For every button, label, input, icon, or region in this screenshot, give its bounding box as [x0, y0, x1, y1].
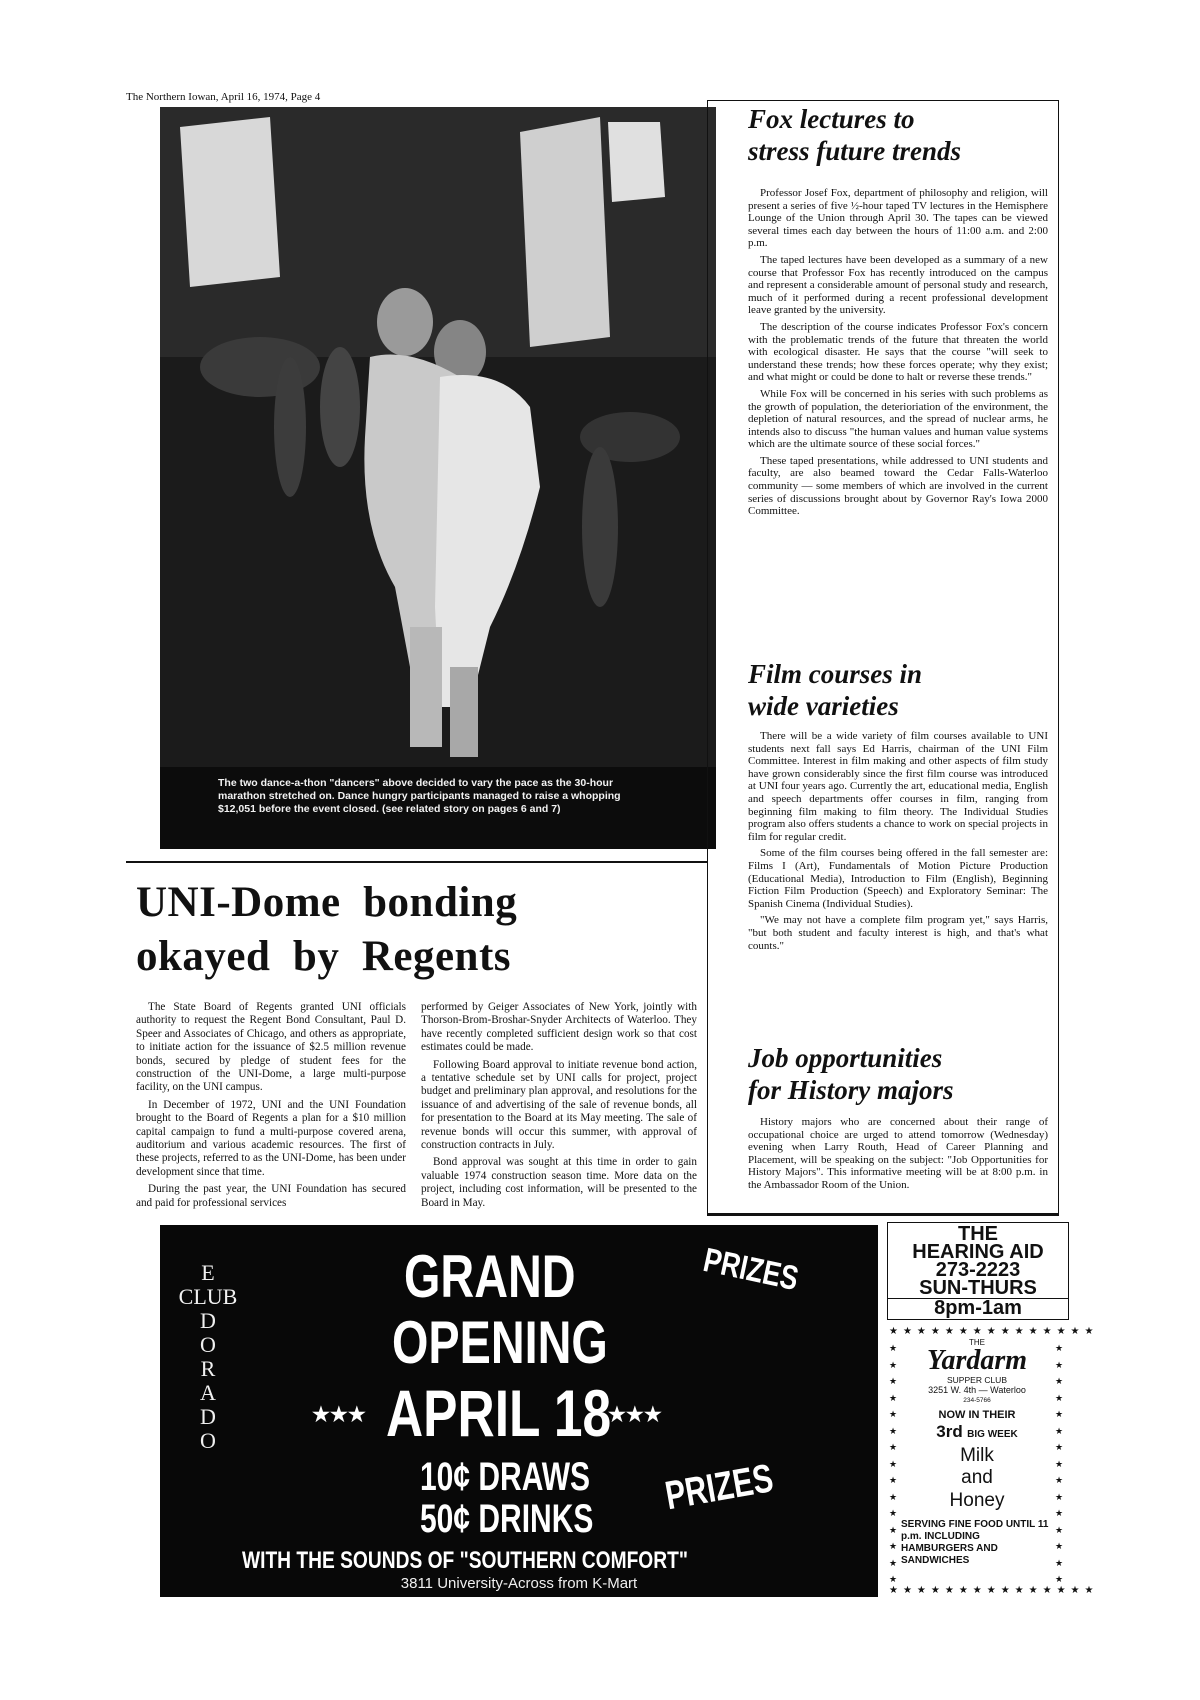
- fox-paragraph: The taped lectures have been developed as a summary of a new course that Professor Fox has recently introduced on the campus and represent a considerable amount of personal study and research, much of it performed during a recent professional development leave granted by the university.: [748, 253, 1048, 317]
- stars-right: ★★★: [608, 1404, 662, 1426]
- film-paragraph: Some of the film courses being offered in the fall semester are: Films I (Art), Fundamentals of Motion Picture Production (Educational Media), Introduction to Film (English), Beginning Fiction Film Production (Speech) and Exploratory Seminar: The Spanish Cinema (Individual Studies).: [748, 847, 1048, 910]
- hearing-hours: 8pm-1am: [888, 1298, 1068, 1318]
- yardarm-logo: Yardarm: [926, 1345, 1028, 1376]
- main-headline: [136, 876, 696, 984]
- main-story-column-1: [136, 1001, 406, 1214]
- film-headline-line-2: wide varieties: [748, 691, 899, 721]
- star-border-bottom: ★★★★★★★★★★★★★★★: [889, 1585, 1099, 1596]
- club-letter: O: [200, 1428, 216, 1453]
- film-headline: [748, 658, 1048, 722]
- page-folio: The Northern Iowan, April 16, 1974, Page 4: [126, 91, 321, 103]
- jobs-headline: [748, 1042, 1048, 1106]
- fox-headline-line-2: stress future trends: [748, 136, 962, 166]
- yardarm-phone: 234-5766: [963, 1397, 991, 1404]
- hearing-phone: 273-2223: [935, 1259, 1021, 1281]
- drinks-text: 50¢ DRINKS: [420, 1497, 594, 1541]
- date-text: APRIL 18: [386, 1376, 612, 1450]
- headline-line-1: UNI-Dome bonding: [136, 879, 518, 926]
- jobs-headline-line-1: Job opportunities: [748, 1043, 943, 1073]
- stars-left: ★★★: [312, 1404, 366, 1426]
- club-address: 3811 University-Across from K-Mart: [400, 1575, 638, 1592]
- fox-paragraph: These taped presentations, while addressed to UNI students and faculty, are also beamed toward the Cedar Falls-Waterloo community — some members of which are involved in the current series of discussions brought about by Governor Ray's Iowa 2000 Committee.: [748, 454, 1048, 518]
- prizes-text-top: PRIZES: [700, 1241, 802, 1299]
- jobs-headline-line-2: for History majors: [748, 1075, 954, 1105]
- fox-paragraph: Professor Josef Fox, department of philosophy and religion, will present a series of five ½-hour taped TV lectures in the Hemisphere Lounge of the Union through April 30. The tapes can be viewed several times each day between the hours of 11:00 a.m. and 2:00 p.m.: [748, 187, 1048, 250]
- club-eldorado-ad: [160, 1225, 878, 1597]
- fox-headline-line-1: Fox lectures to: [748, 104, 915, 134]
- film-paragraph: "We may not have a complete film program yet," says Harris, "but both student and faculty interest is high, and that's what counts.": [748, 914, 1048, 952]
- story-divider-rule: [126, 861, 707, 863]
- film-paragraph: There will be a wide variety of film courses available to UNI students next fall says Ed Harris, chairman of the UNI Film Committee. Interest in film making and other aspects of film study have grown considerably since the first film course was introduced at UNI four years ago. Currently the art, educational media, English and speech departments offer courses in film, ranging from beginning film making to film theory. The Individual Studies program also offers students a chance to work on special projects in film for regular credit.: [748, 730, 1048, 843]
- yardarm-the: THE: [969, 1338, 985, 1347]
- star-border-right: ★ ★ ★ ★ ★ ★ ★ ★ ★ ★ ★ ★ ★ ★ ★: [1055, 1343, 1064, 1584]
- main-story-paragraph: performed by Geiger Associates of New York, jointly with Thorson-Brom-Broshar-Snyder Architects of Waterloo. They have recently completed sufficient design work so that cost estimates could be made.: [421, 1001, 697, 1054]
- yardarm-ad: [889, 1326, 1099, 1597]
- prizes-text-bottom: PRIZES: [662, 1456, 777, 1519]
- film-body: [748, 730, 1048, 952]
- fox-body: [748, 187, 1048, 518]
- main-story-column-2: [421, 1001, 697, 1214]
- yardarm-content: [901, 1338, 1053, 1567]
- fox-paragraph: While Fox will be concerned in his series with such problems as the growth of population, the deterioriation of the environment, the depletion of natural resources, and the spread of nuclear arms, he intends also to discuss "the human values and human value systems which are the ultimate source of these social forces.": [748, 387, 1048, 451]
- hearing-days: SUN-THURS: [919, 1277, 1037, 1299]
- star-border-left: ★ ★ ★ ★ ★ ★ ★ ★ ★ ★ ★ ★ ★ ★ ★: [889, 1343, 898, 1584]
- yardarm-week: [901, 1422, 1053, 1445]
- club-letter: D: [200, 1308, 216, 1333]
- opening-text: OPENING: [392, 1309, 608, 1376]
- dance-a-thon-photo: [160, 107, 716, 849]
- club-letter: R: [200, 1356, 216, 1381]
- film-headline-line-1: Film courses in: [748, 659, 923, 689]
- hearing-the: THE: [958, 1223, 998, 1245]
- club-name-vertical: [168, 1261, 248, 1453]
- fox-paragraph: The description of the course indicates Professor Fox's concern with the problematic trends of the future that threaten the world with ecological disaster. He says that the course "will seek to understand these trends; how these forces operate; why they exist; and what might or could be done to halt or reverse these trends.": [748, 320, 1048, 384]
- sounds-text: WITH THE SOUNDS OF "SOUTHERN COMFORT": [242, 1547, 688, 1574]
- yardarm-week-text: BIG WEEK: [967, 1429, 1018, 1440]
- yardarm-address: 3251 W. 4th — Waterloo: [928, 1385, 1026, 1395]
- yardarm-act-2: and: [961, 1467, 993, 1488]
- jobs-paragraph: History majors who are concerned about their range of occupational choice are urged to attend tomorrow (Wednesday) evening when Larry Routh, Head of Career Planning and Placement, will be speaking on the subject: "Job Opportunities for History Majors". This informative meeting will be at 8:00 p.m. in the Ambassador Room of the Union.: [748, 1116, 1048, 1191]
- main-story-paragraph: Following Board approval to initiate revenue bond action, a tentative schedule set by UNI calls for project, project budget and preliminary plan approval, and resolutions for the issuance of and advertising of the sale of revenue bonds, all for presentation to the Board at its May meeting. The sale of revenue bonds will occur this summer, with approval of construction contracts in July.: [421, 1058, 697, 1152]
- film-story: [748, 658, 1048, 956]
- yardarm-serving: SERVING FINE FOOD UNTIL 11 p.m. INCLUDING HAMBURGERS AND SANDWICHES: [901, 1519, 1049, 1566]
- yardarm-act-3: Honey: [949, 1490, 1005, 1511]
- club-letter: D: [200, 1404, 216, 1429]
- yardarm-act-1: Milk: [960, 1445, 994, 1466]
- main-story-paragraph: In December of 1972, UNI and the UNI Foundation brought to the Board of Regents a plan for a $10 million capital campaign to fund a multi-purpose covered arena, auditorium and various academic resources. The first of these projects, referred to as the UNI-Dome, has been under development since that time.: [136, 1098, 406, 1178]
- fox-story: [748, 103, 1048, 522]
- main-story-paragraph: The State Board of Regents granted UNI officials authority to request the Regent Bond Consultant, Paul D. Speer and Associates of Chicago, and others as appropriate, to initiate action for the issuance of $2.5 million revenue bonds, secured by pledge of student fees for the construction of the UNI-Dome, a large multi-purpose facility, on the UNI campus.: [136, 1001, 406, 1094]
- photo-caption: The two dance-a-thon "dancers" above decided to vary the pace as the 30-hour marathon stretched on. Dance hungry participants managed to raise a whopping $12,051 before the event closed. (see related story on pages 6 and 7): [218, 777, 621, 815]
- main-story-paragraph: During the past year, the UNI Foundation has secured and paid for professional services: [136, 1183, 406, 1209]
- ad-divider-rule: [707, 1214, 1059, 1216]
- fox-headline: [748, 103, 1048, 167]
- star-border-top: ★★★★★★★★★★★★★★★: [889, 1326, 1099, 1337]
- photo-image: [160, 107, 716, 767]
- grand-text: GRAND: [404, 1243, 576, 1310]
- yardarm-supper: SUPPER CLUB: [947, 1375, 1007, 1385]
- club-letter: E: [201, 1260, 215, 1285]
- yardarm-now: NOW IN THEIR: [938, 1409, 1016, 1421]
- hearing-name: HEARING AID: [912, 1241, 1044, 1263]
- jobs-body: [748, 1116, 1048, 1192]
- main-story-paragraph: Bond approval was sought at this time in order to gain valuable 1974 construction season time. More data on the project, including cost information, will be presented to the Board in May.: [421, 1156, 697, 1209]
- yardarm-week-num: 3rd: [936, 1422, 963, 1441]
- draws-text: 10¢ DRAWS: [420, 1455, 591, 1499]
- club-letter: CLUB: [178, 1284, 238, 1309]
- club-letter: O: [200, 1332, 216, 1357]
- hearing-aid-ad: [887, 1222, 1069, 1320]
- jobs-story: [748, 1042, 1048, 1196]
- headline-line-2: okayed by Regents: [136, 933, 512, 980]
- club-letter: A: [200, 1380, 216, 1405]
